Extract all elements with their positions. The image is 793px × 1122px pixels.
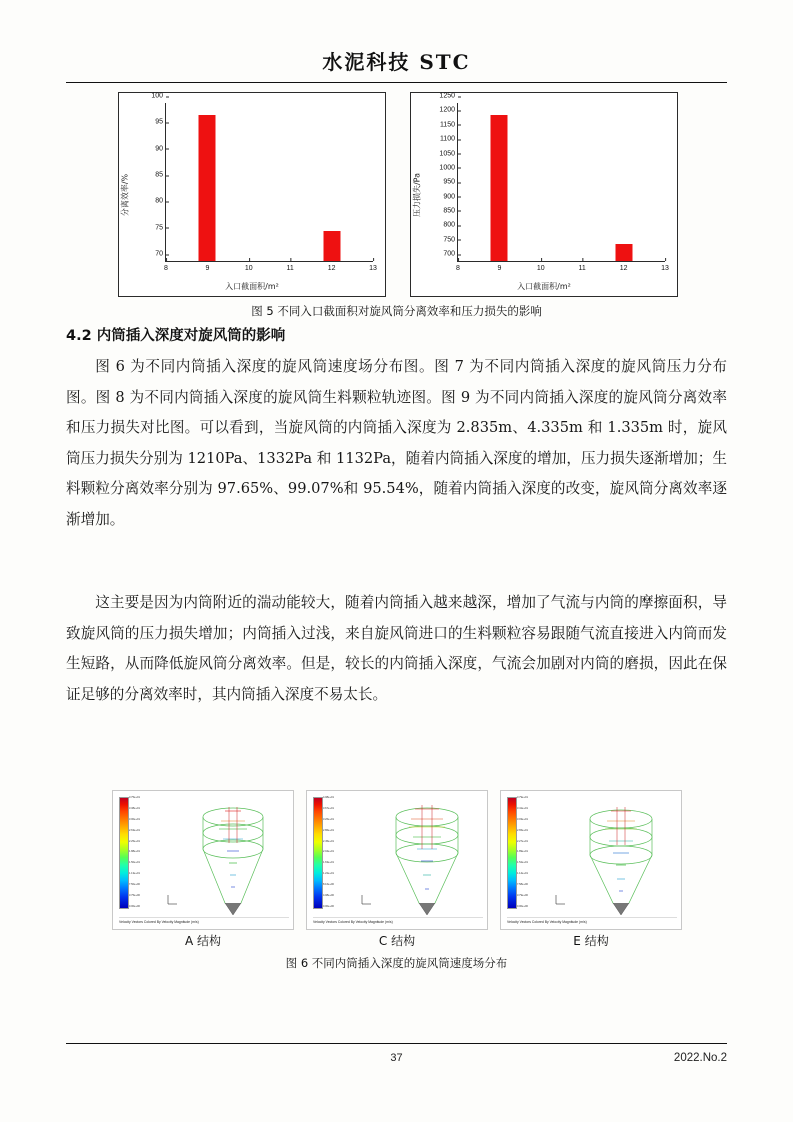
cyclone-vector-plot-icon <box>185 799 281 919</box>
legend-value: 1.88e+01 <box>129 850 140 854</box>
legend-value: 3.75e+00 <box>129 894 140 898</box>
chart1-ytick: 95 <box>155 119 166 126</box>
legend-value: 2.65e+01 <box>517 828 528 832</box>
cfd-a-footer: Velocity Vectors Colored By Velocity Magnitude (m/s) <box>119 917 289 924</box>
chart1-ytick: 80 <box>155 198 166 205</box>
legend-value: 8.16e+00 <box>323 883 334 887</box>
legend-value: 4.08e+01 <box>323 796 334 799</box>
legend-value: 1.63e+01 <box>323 861 334 865</box>
chart2-xtick: 9 <box>497 261 501 272</box>
chart1-xtick: 13 <box>369 261 377 272</box>
legend-value: 2.86e+01 <box>323 828 334 832</box>
cfd-c-legend-labels <box>323 796 349 908</box>
chart1-xtick: 8 <box>164 261 168 272</box>
chart2-xtick: 8 <box>456 261 460 272</box>
cfd-panel-e <box>500 790 682 930</box>
cfd-c-footer: Velocity Vectors Colored By Velocity Magnitude (m/s) <box>313 917 483 924</box>
chart1-bar <box>323 231 340 261</box>
legend-value: 3.67e+01 <box>323 806 334 810</box>
legend-value: 2.25e+01 <box>129 839 140 843</box>
legend-value: 0.00e+00 <box>129 904 140 908</box>
panel-label-c: C 结构 <box>378 934 416 948</box>
legend-value: 3.03e+01 <box>517 817 528 821</box>
figure-5-caption: 图 5 不同入口截面积对旋风筒分离效率和压力损失的影响 <box>251 304 542 318</box>
chart2-x-axis-label: 入口截面积/m² <box>517 282 571 291</box>
legend-value: 3.75e+01 <box>129 796 140 799</box>
legend-value: 7.50e+00 <box>129 883 140 887</box>
chart2-ytick: 900 <box>443 193 458 200</box>
cfd-e-legend-labels <box>517 796 543 908</box>
legend-value: 1.14e+01 <box>517 872 528 876</box>
chart2-bar <box>615 244 632 261</box>
legend-value: 0.00e+00 <box>323 904 334 908</box>
chart1-bar <box>199 115 216 261</box>
issue-label: 2022.No.2 <box>673 1052 727 1064</box>
legend-value: 4.08e+00 <box>323 894 334 898</box>
chart2-xtick: 11 <box>579 261 586 272</box>
figure-6-panel-labels <box>112 932 682 950</box>
chart2-ytick: 1200 <box>439 107 458 114</box>
chart1-xtick: 10 <box>245 261 253 272</box>
chart2-ytick: 750 <box>443 236 458 243</box>
page-header <box>0 46 793 75</box>
chart2-ytick: 1150 <box>440 121 458 128</box>
chart2-ytick: 800 <box>443 222 458 229</box>
chart1-plot-area <box>151 92 377 272</box>
legend-value: 0.00e+00 <box>517 904 528 908</box>
axis-triad-icon <box>359 891 375 907</box>
paragraph-2: 这主要是因为内筒附近的湍动能较大，随着内筒插入越来越深，增加了气流与内筒的摩擦面积，导致旋风筒的压力损失增加；内筒插入过浅，来自旋风筒进口的生料颗粒容易跟随气流直接进入内筒而发生短路，从而降低旋风筒分离效率。但是，较长的内筒插入深度，气流会加剧对内筒的磨损，因此在保证足够的分离效率时，其内筒插入深度不易太长。 <box>66 594 727 703</box>
chart2-plot-area <box>439 92 669 272</box>
legend-value: 3.00e+01 <box>129 817 140 821</box>
panel-label-a: A 结构 <box>184 934 222 948</box>
colorbar-icon <box>507 797 517 909</box>
chart1-xtick: 9 <box>205 261 209 272</box>
chart-pressure-loss <box>410 92 678 297</box>
legend-value: 3.38e+01 <box>129 806 140 810</box>
cfd-panel-c <box>306 790 488 930</box>
legend-value: 2.04e+01 <box>323 850 334 854</box>
figure-5-charts <box>118 92 678 297</box>
paragraph-1: 图 6 为不同内筒插入深度的旋风筒速度场分布图。图 7 为不同内筒插入深度的旋风筒压力分布图。图 8 为不同内筒插入深度的旋风筒生料颗粒轨迹图。图 9 为不同内筒插入深度的旋风筒分离效率和压力损失对比图。可以看到，当旋风筒的内筒插入深度为 2.835m、4.335m 和 1.335m 时，旋风筒压力损失分别为 1210Pa、1332Pa 和 1132Pa，随着内筒插入深度的增加，压力损失逐渐增加；生料颗粒分离效率分别为 97.65%、99.07%和 95.54%，随着内筒插入深度的改变，旋风筒分离效率逐渐增加。 <box>66 358 727 528</box>
figure-6-caption: 图 6 不同内筒插入深度的旋风筒速度场分布 <box>285 956 508 970</box>
chart1-y-axis-label: 分离效率/% <box>120 173 130 216</box>
chart1-xtick: 12 <box>328 261 336 272</box>
legend-value: 3.79e+01 <box>517 796 528 799</box>
page-number: 37 <box>390 1052 403 1064</box>
legend-value: 2.63e+01 <box>129 828 140 832</box>
chart1-ytick: 70 <box>155 251 166 258</box>
legend-value: 1.22e+01 <box>323 872 334 876</box>
chart1-ytick: 75 <box>155 224 166 231</box>
section-heading-4-2: 4.2 内筒插入深度对旋风筒的影响 <box>66 328 286 344</box>
figure-6-panels <box>112 790 682 930</box>
legend-value: 1.50e+01 <box>129 861 140 865</box>
legend-value: 1.52e+01 <box>517 861 528 865</box>
header-divider <box>66 82 727 83</box>
legend-value: 7.58e+00 <box>517 883 528 887</box>
chart2-xtick: 12 <box>620 261 628 272</box>
legend-value: 3.79e+00 <box>517 894 528 898</box>
chart2-ytick: 950 <box>443 179 458 186</box>
chart1-x-axis-label: 入口截面积/m² <box>225 282 279 291</box>
cfd-a-legend-labels <box>129 796 155 908</box>
colorbar-icon <box>313 797 323 909</box>
chart2-ytick: 1000 <box>439 164 458 171</box>
chart2-ytick: 700 <box>443 251 458 258</box>
chart2-ytick: 1100 <box>440 136 458 143</box>
chart1-ytick: 85 <box>155 172 166 179</box>
cyclone-vector-plot-icon <box>573 799 669 919</box>
chart1-ytick: 100 <box>151 93 166 100</box>
chart-separation-efficiency <box>118 92 386 297</box>
axis-triad-icon <box>165 891 181 907</box>
chart2-xtick: 10 <box>537 261 545 272</box>
legend-value: 1.13e+01 <box>129 872 140 876</box>
cyclone-vector-plot-icon <box>379 799 475 919</box>
legend-value: 1.89e+01 <box>517 850 528 854</box>
legend-value: 2.45e+01 <box>323 839 334 843</box>
chart1-xtick: 11 <box>287 261 294 272</box>
legend-value: 3.26e+01 <box>323 817 334 821</box>
axis-triad-icon <box>553 891 569 907</box>
footer-divider <box>66 1043 727 1044</box>
chart2-ytick: 1250 <box>439 93 458 100</box>
chart2-bar <box>491 115 508 261</box>
legend-value: 3.41e+01 <box>517 806 528 810</box>
journal-title: 水泥科技 STC <box>322 50 471 74</box>
chart2-ytick: 850 <box>443 207 458 214</box>
legend-value: 2.27e+01 <box>517 839 528 843</box>
cfd-e-footer: Velocity Vectors Colored By Velocity Magnitude (m/s) <box>507 917 677 924</box>
chart2-xtick: 13 <box>661 261 669 272</box>
chart2-y-axis-label: 压力损失/Pa <box>412 172 422 217</box>
panel-label-e: E 结构 <box>573 934 609 948</box>
chart1-ytick: 90 <box>155 145 166 152</box>
chart2-ytick: 1050 <box>439 150 458 157</box>
cfd-panel-a <box>112 790 294 930</box>
colorbar-icon <box>119 797 129 909</box>
